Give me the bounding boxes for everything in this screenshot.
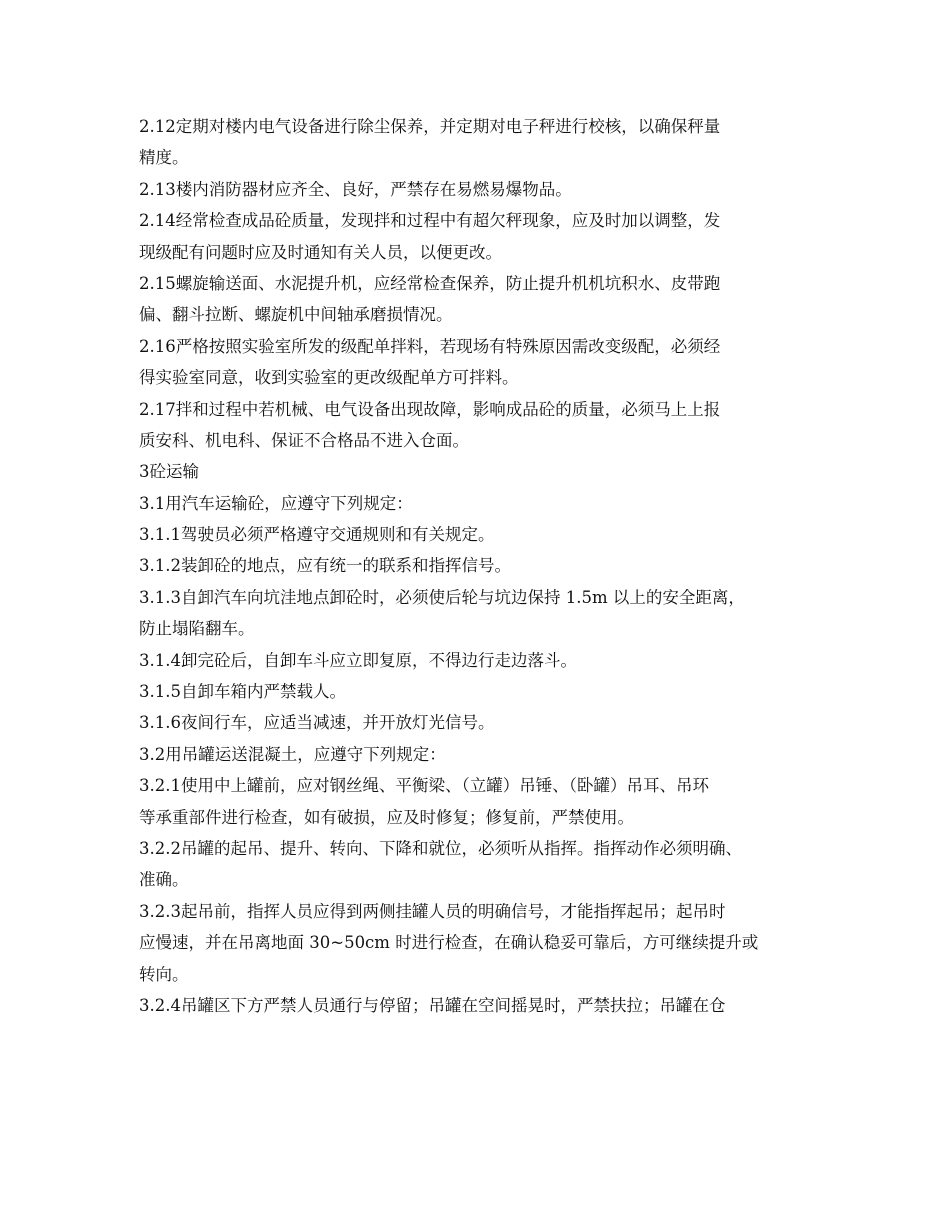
text-line: 现级配有问题时应及时通知有关人员，以便更改。 [139, 242, 502, 262]
text-line: 质安科、机电科、保证不合格品不进入仓面。 [139, 430, 469, 450]
paragraph-2-13 [139, 174, 819, 205]
paragraph-3-1-4 [139, 645, 819, 676]
paragraph-3-2 [139, 739, 819, 770]
paragraph-3-2-1 [139, 770, 819, 833]
text-line: 3.1用汽车运输砼，应遵守下列规定： [139, 493, 413, 513]
paragraph-3-2-4 [139, 990, 819, 1021]
section-heading-3 [139, 456, 819, 487]
text-line: 转向。 [139, 964, 189, 984]
paragraph-3-1-1 [139, 519, 819, 550]
text-line: 应慢速，并在吊离地面 30~50cm 时进行检查，在确认稳妥可靠后，方可继续提升或 [139, 933, 759, 953]
text-line: 3.2用吊罐运送混凝土，应遵守下列规定： [139, 744, 446, 764]
paragraph-3-1-6 [139, 707, 819, 738]
paragraph-3-1-5 [139, 676, 819, 707]
text-line: 3.1.5自卸车箱内严禁载人。 [139, 682, 346, 702]
paragraph-2-12 [139, 111, 819, 174]
text-line: 2.16严格按照实验室所发的级配单拌料，若现场有特殊原因需改变级配，必须经 [139, 336, 721, 356]
text-line: 2.15螺旋输送面、水泥提升机，应经常检查保养，防止提升机机坑积水、皮带跑 [139, 273, 721, 293]
text-line: 3.2.2吊罐的起吊、提升、转向、下降和就位，必须听从指挥。指挥动作必须明确、 [139, 838, 742, 858]
paragraph-3-2-3 [139, 896, 819, 990]
text-line: 2.14经常检查成品砼质量，发现拌和过程中有超欠秤现象，应及时加以调整，发 [139, 211, 721, 231]
paragraph-2-14 [139, 205, 819, 268]
paragraph-2-17 [139, 394, 819, 457]
text-line: 3.2.1使用中上罐前，应对钢丝绳、平衡梁、（立罐）吊锤、（卧罐）吊耳、吊环 [139, 776, 709, 796]
paragraph-2-15 [139, 268, 819, 331]
text-line: 3砼运输 [139, 462, 199, 482]
text-line: 2.12定期对楼内电气设备进行除尘保养，并定期对电子秤进行校核，以确保秤量 [139, 117, 721, 136]
text-line: 准确。 [139, 870, 189, 890]
text-line: 3.2.4吊罐区下方严禁人员通行与停留；吊罐在空间摇晃时，严禁扶拉；吊罐在仓 [139, 995, 726, 1015]
document-page [139, 111, 819, 1021]
text-line: 3.1.4卸完砼后，自卸车斗应立即复原，不得边行走边落斗。 [139, 650, 577, 670]
paragraph-3-1-2 [139, 550, 819, 581]
text-line: 3.1.3自卸汽车向坑洼地点卸砼时，必须使后轮与坑边保持 1.5m 以上的安全距离， [139, 587, 745, 607]
text-line: 3.1.6夜间行车，应适当减速，并开放灯光信号。 [139, 713, 495, 733]
text-line: 3.2.3起吊前，指挥人员应得到两侧挂罐人员的明确信号，才能指挥起吊；起吊时 [139, 901, 726, 921]
paragraph-3-1 [139, 488, 819, 519]
text-line: 偏、翻斗拉断、螺旋机中间轴承磨损情况。 [139, 305, 453, 325]
text-line: 等承重部件进行检查，如有破损，应及时修复；修复前，严禁使用。 [139, 807, 634, 827]
text-line: 得实验室同意，收到实验室的更改级配单方可拌料。 [139, 368, 519, 388]
paragraph-3-2-2 [139, 833, 819, 896]
text-line: 防止塌陷翻车。 [139, 619, 255, 639]
text-line: 3.1.1驾驶员必须严格遵守交通规则和有关规定。 [139, 525, 495, 545]
text-line: 2.13楼内消防器材应齐全、良好，严禁存在易燃易爆物品。 [139, 179, 572, 199]
text-line: 3.1.2装卸砼的地点，应有统一的联系和指挥信号。 [139, 556, 511, 576]
paragraph-2-16 [139, 331, 819, 394]
paragraph-3-1-3 [139, 582, 819, 645]
text-line: 精度。 [139, 148, 189, 168]
text-line: 2.17拌和过程中若机械、电气设备出现故障，影响成品砼的质量，必须马上上报 [139, 399, 721, 419]
